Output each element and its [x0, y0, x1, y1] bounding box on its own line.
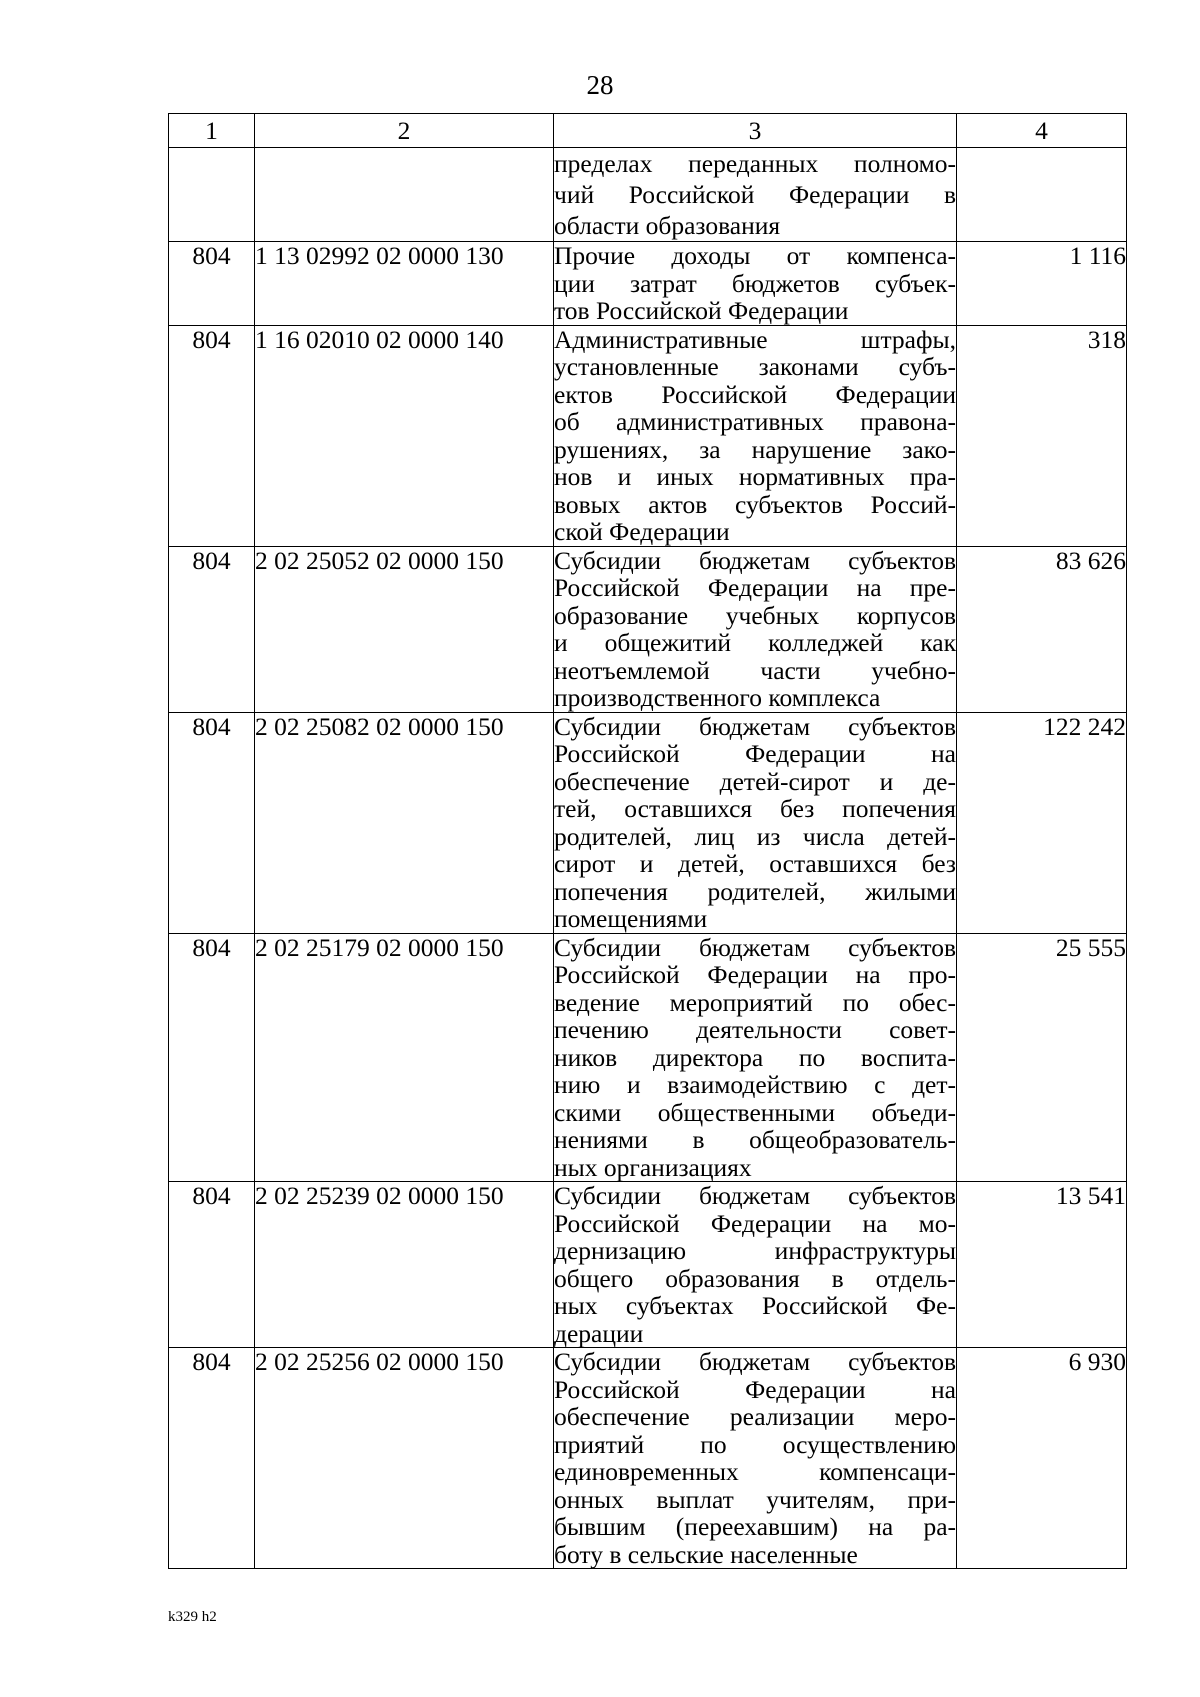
table-row: [169, 1348, 1127, 1569]
income-name-line: обеспечение детей-сирот и де-: [554, 766, 956, 796]
income-name-line: ции затрат бюджетов субъек-: [554, 268, 956, 298]
income-name-line: ников директора по воспита-: [554, 1042, 956, 1072]
income-name-line: сирот и детей, оставшихся без: [554, 849, 956, 878]
income-name-line: бывшим (переехавшим) на ра-: [554, 1512, 956, 1541]
income-code-cell: 1 13 02992 02 0000 130: [255, 242, 554, 326]
table-row: [169, 546, 1127, 712]
income-name-line: об административных правона-: [554, 407, 956, 436]
admin-code-cell: 804: [169, 242, 255, 326]
income-name-line: нию и взаимодействию с дет-: [554, 1070, 956, 1099]
income-name-line: вовых актов субъектов Россий-: [554, 489, 956, 519]
income-name-line: чий Российской Федерации в: [554, 180, 956, 209]
amount-cell: 318: [957, 325, 1127, 546]
amount-cell: [957, 148, 1127, 242]
table-row: [169, 933, 1127, 1182]
amount-cell: 25 555: [957, 933, 1127, 1182]
admin-code-cell: 804: [169, 1348, 255, 1569]
income-name-cell: [554, 325, 957, 546]
income-name-line: и общежитий колледжей как: [554, 628, 956, 657]
income-name-line: единовременных компенсаци-: [554, 1457, 956, 1486]
income-name-line: Субсидии бюджетам субъектов: [554, 545, 956, 575]
income-name-line: рушениях, за нарушение зако-: [554, 434, 956, 464]
income-name-line: установленные законами субъ-: [554, 352, 956, 381]
income-name-cell: [554, 1182, 957, 1348]
income-name-line: общего образования в отдель-: [554, 1263, 956, 1293]
table-row: [169, 325, 1127, 546]
income-name-line: ектов Российской Федерации: [554, 379, 956, 409]
table-row: [169, 148, 1127, 242]
income-name-cell: [554, 1348, 957, 1569]
income-code-cell: 2 02 25082 02 0000 150: [255, 712, 554, 933]
income-name-cell: [554, 546, 957, 712]
budget-table: [168, 113, 1127, 1569]
income-code-cell: 1 16 02010 02 0000 140: [255, 325, 554, 546]
income-name-line: Российской Федерации на мо-: [554, 1208, 956, 1238]
income-name-line: попечения родителей, жилыми: [554, 876, 956, 906]
income-name-line: тей, оставшихся без попечения: [554, 794, 956, 823]
income-code-cell: 2 02 25179 02 0000 150: [255, 933, 554, 1182]
income-name-line: неотъемлемой части учебно-: [554, 655, 956, 685]
income-name-line: пределах переданных полномо-: [554, 149, 956, 178]
income-name-cell: [554, 242, 957, 326]
income-code-cell: 2 02 25052 02 0000 150: [255, 546, 554, 712]
income-name-line: Российской Федерации на: [554, 1374, 956, 1404]
income-name-line: Субсидии бюджетам субъектов: [554, 711, 956, 741]
income-name-line: дернизацию инфраструктуры: [554, 1236, 956, 1265]
income-code-cell: 2 02 25239 02 0000 150: [255, 1182, 554, 1348]
income-name-line: Субсидии бюджетам субъектов: [554, 1181, 956, 1210]
income-name-line: Субсидии бюджетам субъектов: [554, 932, 956, 962]
income-name-line: тов Российской Федерации: [554, 296, 849, 325]
table-row: [169, 712, 1127, 933]
income-name-line: ской Федерации: [554, 517, 730, 546]
amount-cell: 1 116: [957, 242, 1127, 326]
table-body: [169, 148, 1127, 1569]
income-name-line: ведение мероприятий по обес-: [554, 987, 956, 1017]
income-name-line: производственного комплекса: [554, 683, 881, 712]
income-name-line: области образования: [554, 211, 781, 240]
admin-code-cell: 804: [169, 933, 255, 1182]
amount-cell: 83 626: [957, 546, 1127, 712]
table-row: [169, 1182, 1127, 1348]
admin-code-cell: 804: [169, 546, 255, 712]
income-name-line: обеспечение реализации меро-: [554, 1402, 956, 1431]
amount-cell: 13 541: [957, 1182, 1127, 1348]
column-header-2: 2: [255, 114, 554, 148]
column-header-3: 3: [554, 114, 957, 148]
income-name-line: Прочие доходы от компенса-: [554, 241, 956, 270]
income-name-line: боту в сельские населенные: [554, 1539, 858, 1569]
income-name-cell: [554, 148, 957, 242]
income-name-line: ных организациях: [554, 1152, 752, 1182]
amount-cell: 6 930: [957, 1348, 1127, 1569]
income-name-line: Административные штрафы,: [554, 324, 956, 354]
table-header-row: [169, 114, 1127, 148]
income-name-line: приятий по осуществлению: [554, 1429, 956, 1459]
income-name-cell: [554, 712, 957, 933]
income-code-cell: [255, 148, 554, 242]
table-row: [169, 242, 1127, 326]
income-name-line: помещениями: [554, 904, 708, 933]
column-header-4: 4: [957, 114, 1127, 148]
footer-code: k329 h2: [168, 1609, 217, 1625]
income-name-line: печению деятельности совет-: [554, 1015, 956, 1044]
income-name-line: нениями в общеобразователь-: [554, 1125, 956, 1154]
admin-code-cell: 804: [169, 1182, 255, 1348]
income-name-line: Российской Федерации на пре-: [554, 573, 956, 602]
income-name-line: Российской Федерации на про-: [554, 960, 956, 989]
admin-code-cell: 804: [169, 712, 255, 933]
income-name-cell: [554, 933, 957, 1182]
income-name-line: скими общественными объеди-: [554, 1097, 956, 1127]
income-name-line: онных выплат учителям, при-: [554, 1484, 956, 1514]
income-name-line: образование учебных корпусов: [554, 600, 956, 630]
page-number: 28: [586, 70, 614, 100]
column-header-1: 1: [169, 114, 255, 148]
income-name-line: дерации: [554, 1318, 644, 1348]
income-name-line: Субсидии бюджетам субъектов: [554, 1347, 956, 1376]
income-name-line: Российской Федерации на: [554, 739, 956, 768]
admin-code-cell: [169, 148, 255, 242]
income-name-line: нов и иных нормативных пра-: [554, 462, 956, 491]
income-code-cell: 2 02 25256 02 0000 150: [255, 1348, 554, 1569]
admin-code-cell: 804: [169, 325, 255, 546]
amount-cell: 122 242: [957, 712, 1127, 933]
income-name-line: ных субъектах Российской Фе-: [554, 1291, 956, 1320]
income-name-line: родителей, лиц из числа детей-: [554, 821, 956, 851]
